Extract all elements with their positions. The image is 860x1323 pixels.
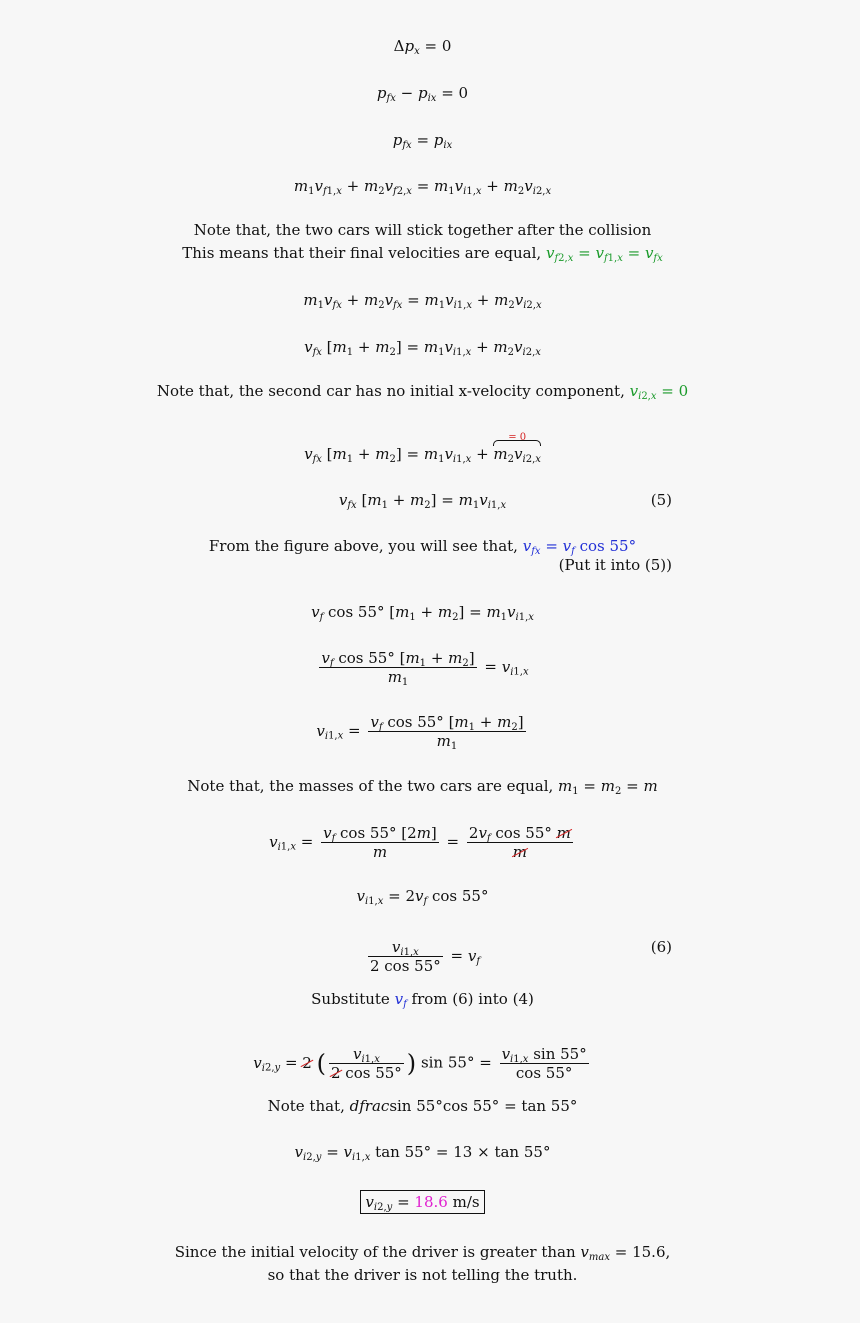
equation-momentum-full: $m_1v_{f1,x} + m_2v_{f2,x} = m_1v_{i1,x} + m_2v_{i2,x}$: [293, 177, 552, 197]
equation-number-6: (6): [650, 938, 672, 956]
note-from-figure: From the figure above, you will see that, $v_{fx} = v_f$ cos 55°: [208, 537, 637, 557]
conclusion-line-2: so that the driver is not telling the truth.: [267, 1266, 578, 1284]
note-equal-velocities: This means that their final velocities are equal, $v_{f2,x} = v_{f1,x} = v_{fx}$: [182, 244, 663, 264]
note-tan-identity: Note that, dfracsin 55°cos 55° = tan 55°: [267, 1097, 578, 1115]
equation-vi2y: $v_{i2,y} = 2$ ( $\frac{v_{i1,x}}{2 \cos 55^\circ}$ ) sin 55° = $\frac{v_{i1,x} \sin 55^\circ}{\cos 55^\circ}$: [253, 1045, 587, 1082]
note-no-initial-velocity: Note that, the second car has no initial x-velocity component, $v_{i2,x} = 0$: [156, 382, 689, 402]
answer-value: 18.6: [414, 1193, 448, 1211]
equation-tan: $v_{i2,y} = v_{i1,x}$ tan 55° = 13 × tan 55°: [294, 1143, 551, 1163]
equation-cancel-mass: $v_{i1,x}$ = $\frac{v_f \cos 55^\circ [2m]}{m}$ = $\frac{2v_f \cos 55^\circ m}{m}$: [269, 824, 571, 861]
final-answer: [0, 1190, 845, 1214]
note-substitute: Substitute $v_f$ from (6) into (4): [311, 990, 534, 1010]
equation-substituted: $v_f$ cos 55° $[m_1 + m_2] = m_1v_{i1,x}$: [311, 603, 534, 623]
overbrace-zero: = 0 $m_2v_{i2,x}$: [493, 432, 541, 465]
equation-number-5: (5): [650, 491, 672, 509]
equation-vi1x: $v_{i1,x}$ = $\frac{v_f \cos 55^\circ [m_1 + m_2]}{m_1}$: [316, 713, 524, 752]
equation-divided: $\frac{v_f \cos 55^\circ [m_1 + m_2]}{m_1}$ = $v_{i1,x}$: [321, 649, 529, 688]
equation-pf-equals-pi: $p_{fx} = p_{ix}$: [392, 131, 453, 151]
answer-unit: m/s: [452, 1193, 480, 1211]
conclusion-line-1: Since the initial velocity of the driver is greater than $v_{max} = 15.6$,: [174, 1243, 671, 1263]
equation-delta-p: $\Delta p_x = 0$: [393, 37, 452, 57]
equation-6: $\frac{v_{i1,x}}{2 \cos 55^\circ}$ = $v_f$: [369, 938, 481, 975]
equation-factored: $v_{fx}$ $[m_1 + m_2] = m_1v_{i1,x} + m_2v_{i2,x}$: [304, 338, 541, 358]
note-equal-masses: Note that, the masses of the two cars are equal, $m_1 = m_2 = m$: [187, 777, 658, 797]
equation-simplified: $v_{i1,x} = 2v_f$ cos 55°: [356, 887, 489, 907]
note-put-into-5: (Put it into (5)): [558, 556, 672, 574]
answer-box: $v_{i2,y} = 18.6$ m/s: [360, 1190, 484, 1214]
note-stick-together: Note that, the two cars will stick together after the collision: [193, 221, 652, 239]
equation-pf-minus-pi: $p_{fx} - p_{ix} = 0$: [376, 84, 469, 104]
equation-with-brace: $v_{fx}$ $[m_1 + m_2] = m_1v_{i1,x}$ + = 0 $m_2v_{i2,x}$: [304, 432, 541, 465]
equation-5: $v_{fx}$ $[m_1 + m_2] = m_1v_{i1,x}$: [338, 491, 507, 511]
equation-common-velocity: $m_1v_{fx} + m_2v_{fx} = m_1v_{i1,x} + m_2v_{i2,x}$: [303, 291, 542, 311]
